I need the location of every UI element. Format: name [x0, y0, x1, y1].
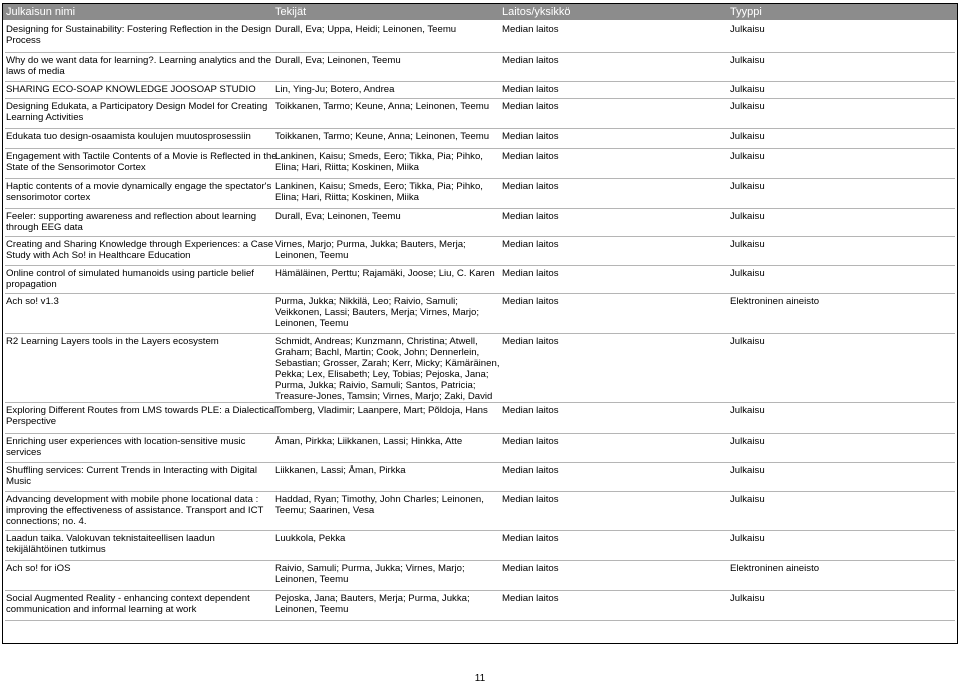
- publication-type: Julkaisu: [730, 533, 765, 544]
- publication-unit: Median laitos: [502, 593, 559, 604]
- publication-authors-line: Schmidt, Andreas; Kunzmann, Christina; Atwell,: [275, 336, 478, 347]
- table-row: [3, 266, 957, 294]
- table-row: [3, 591, 957, 621]
- publication-type: Julkaisu: [730, 181, 765, 192]
- publication-unit: Median laitos: [502, 268, 559, 279]
- publication-authors: [275, 24, 500, 35]
- publication-authors: [275, 55, 500, 66]
- publication-title: [6, 181, 272, 203]
- publication-title-line: Ach so! v1.3: [6, 296, 59, 307]
- publication-title-line: Feeler: supporting awareness and reflection about learning: [6, 211, 257, 222]
- publication-title: [6, 336, 272, 347]
- table-row: [3, 22, 957, 53]
- publication-title-line: Learning Activities: [6, 112, 84, 123]
- publication-type: Julkaisu: [730, 101, 765, 112]
- publication-type: Julkaisu: [730, 436, 765, 447]
- publication-authors: [275, 405, 500, 416]
- table-row: [3, 434, 957, 463]
- publication-unit: Median laitos: [502, 296, 559, 307]
- publication-title-line: Study with Ach So! in Healthcare Education: [6, 250, 191, 261]
- publication-authors-line: Leinonen, Teemu: [275, 250, 349, 261]
- publication-title-line: Why do we want data for learning?. Learning analytics and the: [6, 55, 272, 66]
- publication-title-line: tekijälähtöinen tutkimus: [6, 544, 106, 555]
- publication-unit: Median laitos: [502, 131, 559, 142]
- publication-authors-line: Durall, Eva; Uppa, Heidi; Leinonen, Teemu: [275, 24, 457, 35]
- publication-authors-line: Toikkanen, Tarmo; Keune, Anna; Leinonen, Teemu: [275, 131, 490, 142]
- publication-authors-line: Veikkonen, Lassi; Bauters, Merja; Virnes, Marjo;: [275, 307, 480, 318]
- publication-type: Julkaisu: [730, 405, 765, 416]
- publication-authors-line: Luukkola, Pekka: [275, 533, 346, 544]
- publication-authors-line: Treasure-Jones, Tamsin; Virnes, Marjo; Zaki, David: [275, 391, 493, 402]
- publication-authors-line: Lankinen, Kaisu; Smeds, Eero; Tikka, Pia; Pihko,: [275, 151, 483, 162]
- publication-authors-line: Åman, Pirkka; Liikkanen, Lassi; Hinkka, Atte: [275, 436, 463, 447]
- publication-authors-line: Virnes, Marjo; Purma, Jukka; Bauters, Merja;: [275, 239, 466, 250]
- publication-unit: Median laitos: [502, 436, 559, 447]
- publication-authors: [275, 239, 500, 261]
- publication-authors-line: Durall, Eva; Leinonen, Teemu: [275, 211, 401, 222]
- publication-title-line: Social Augmented Reality - enhancing context dependent: [6, 593, 250, 604]
- publication-authors-line: Haddad, Ryan; Timothy, John Charles; Leinonen,: [275, 494, 484, 505]
- publication-authors: [275, 151, 500, 173]
- publication-unit: Median laitos: [502, 211, 559, 222]
- page-number: 11: [474, 673, 486, 684]
- publication-title: [6, 296, 272, 307]
- table-row: [3, 82, 957, 99]
- publication-type: Julkaisu: [730, 55, 765, 66]
- table-header: [3, 4, 957, 20]
- publication-authors-line: Elina; Hari, Riitta; Koskinen, Miika: [275, 162, 419, 173]
- publication-unit: Median laitos: [502, 101, 559, 112]
- header-title: Julkaisun nimi: [6, 6, 76, 18]
- publication-title: [6, 533, 272, 555]
- publication-authors-line: Durall, Eva; Leinonen, Teemu: [275, 55, 401, 66]
- publication-authors: [275, 494, 500, 516]
- table-row: [3, 149, 957, 179]
- table-row: [3, 334, 957, 403]
- publication-authors-line: Graham; Bachl, Martin; Cook, John; Dennerlein,: [275, 347, 480, 358]
- table-row: [3, 209, 957, 237]
- publication-title-line: improving the effectiveness of assistance. Transport and ICT: [6, 505, 264, 516]
- table-row: [3, 99, 957, 129]
- publication-title-line: services: [6, 447, 42, 458]
- publication-authors-line: Purma, Jukka; Nikkilä, Leo; Raivio, Samuli;: [275, 296, 458, 307]
- publication-authors: [275, 101, 500, 112]
- table-row: [3, 129, 957, 149]
- publication-title-line: Creating and Sharing Knowledge through Experiences: a Case: [6, 239, 274, 250]
- publication-title-line: Haptic contents of a movie dynamically engage the spectator's: [6, 181, 272, 192]
- publication-title: [6, 239, 272, 261]
- publication-type: Julkaisu: [730, 465, 765, 476]
- publication-unit: Median laitos: [502, 405, 559, 416]
- publication-title-line: Process: [6, 35, 41, 46]
- publication-title: [6, 211, 272, 233]
- publication-type: Julkaisu: [730, 336, 765, 347]
- publication-title-line: Shuffling services: Current Trends in Interacting with Digital: [6, 465, 257, 476]
- publication-title-line: Ach so! for iOS: [6, 563, 71, 574]
- publication-title: [6, 268, 272, 290]
- publication-authors-line: Hämäläinen, Perttu; Rajamäki, Joose; Liu, C. Karen: [275, 268, 495, 279]
- publication-title: [6, 494, 272, 527]
- publications-table: [2, 3, 958, 644]
- publication-title: [6, 405, 277, 427]
- publication-authors: [275, 84, 500, 95]
- publication-authors-line: Elina; Hari, Riitta; Koskinen, Miika: [275, 192, 419, 203]
- header-type: Tyyppi: [730, 6, 762, 18]
- publication-unit: Median laitos: [502, 181, 559, 192]
- publication-title-line: Exploring Different Routes from LMS towards PLE: a Dialectical: [6, 405, 277, 416]
- publication-authors-line: Pekka; Lex, Elisabeth; Ley, Tobias; Pejoska, Jana;: [275, 369, 489, 380]
- publication-type: Julkaisu: [730, 24, 765, 35]
- publication-title-line: Laadun taika. Valokuvan teknistaiteellisen laadun: [6, 533, 215, 544]
- publication-type: Elektroninen aineisto: [730, 563, 820, 574]
- publication-authors-line: Lankinen, Kaisu; Smeds, Eero; Tikka, Pia; Pihko,: [275, 181, 483, 192]
- publication-authors: [275, 533, 500, 544]
- table-row: [3, 179, 957, 209]
- publication-title: [6, 101, 272, 123]
- publication-type: Julkaisu: [730, 84, 765, 95]
- table-row: [3, 294, 957, 334]
- publication-authors-line: Tomberg, Vladimir; Laanpere, Mart; Põldoja, Hans: [275, 405, 488, 416]
- table-row: [3, 237, 957, 266]
- publication-title-line: Edukata tuo design-osaamista koulujen muutosprosessiin: [6, 131, 251, 142]
- publication-title: [6, 593, 272, 615]
- publication-authors-line: Sebastian; Grosser, Zarah; Kerr, Micky; Kämäräinen,: [275, 358, 500, 369]
- publication-title-line: connections; no. 4.: [6, 516, 87, 527]
- publication-authors-line: Leinonen, Teemu: [275, 318, 349, 329]
- publication-title-line: Enriching user experiences with location-sensitive music: [6, 436, 246, 447]
- publication-type: Julkaisu: [730, 494, 765, 505]
- publication-title-line: R2 Learning Layers tools in the Layers ecosystem: [6, 336, 219, 347]
- table-row: [3, 53, 957, 82]
- publication-authors-line: Leinonen, Teemu: [275, 574, 349, 585]
- publication-unit: Median laitos: [502, 151, 559, 162]
- publication-authors: [275, 593, 500, 615]
- publication-unit: Median laitos: [502, 84, 559, 95]
- publication-type: Julkaisu: [730, 131, 765, 142]
- publication-authors: [275, 436, 500, 447]
- publication-authors: [275, 296, 500, 329]
- publication-unit: Median laitos: [502, 563, 559, 574]
- publication-title-line: Perspective: [6, 416, 57, 427]
- publication-title-line: through EEG data: [6, 222, 83, 233]
- publication-unit: Median laitos: [502, 239, 559, 250]
- table-row: [3, 463, 957, 492]
- publication-unit: Median laitos: [502, 494, 559, 505]
- publication-title: [6, 151, 277, 173]
- publication-title-line: State of the Sensorimotor Cortex: [6, 162, 146, 173]
- publication-title-line: Online control of simulated humanoids using particle belief: [6, 268, 254, 279]
- publication-type: Julkaisu: [730, 211, 765, 222]
- publication-title: [6, 436, 272, 458]
- publication-title-line: Designing for Sustainability: Fostering Reflection in the Design: [6, 24, 272, 35]
- table-row: [3, 531, 957, 561]
- publication-title: [6, 131, 272, 142]
- publication-authors: [275, 268, 500, 279]
- publication-authors-line: Pejoska, Jana; Bauters, Merja; Purma, Jukka;: [275, 593, 470, 604]
- table-row: [3, 403, 957, 434]
- publication-unit: Median laitos: [502, 336, 559, 347]
- publication-authors: [275, 336, 500, 402]
- header-unit: Laitos/yksikkö: [502, 6, 571, 18]
- publication-title-line: Music: [6, 476, 32, 487]
- publication-authors-line: Teemu; Saarinen, Vesa: [275, 505, 375, 516]
- publication-unit: Median laitos: [502, 465, 559, 476]
- publication-type: Elektroninen aineisto: [730, 296, 820, 307]
- publication-title-line: laws of media: [6, 66, 65, 77]
- publication-title: [6, 24, 272, 46]
- publication-authors-line: Leinonen, Teemu: [275, 604, 349, 615]
- publication-title-line: SHARING ECO-SOAP KNOWLEDGE JOOSOAP STUDIO: [6, 84, 256, 95]
- publication-type: Julkaisu: [730, 593, 765, 604]
- publication-type: Julkaisu: [730, 151, 765, 162]
- publication-authors-line: Purma, Jukka; Raivio, Samuli; Santos, Patricia;: [275, 380, 476, 391]
- publication-unit: Median laitos: [502, 533, 559, 544]
- publication-authors: [275, 131, 500, 142]
- table-row: [3, 492, 957, 531]
- publication-authors-line: Liikkanen, Lassi; Åman, Pirkka: [275, 465, 406, 476]
- publication-authors: [275, 563, 500, 585]
- table-row: [3, 561, 957, 591]
- publication-title: [6, 465, 272, 487]
- publication-title-line: sensorimotor cortex: [6, 192, 91, 203]
- publication-authors: [275, 181, 500, 203]
- publication-authors-line: Toikkanen, Tarmo; Keune, Anna; Leinonen, Teemu: [275, 101, 490, 112]
- publication-title-line: Engagement with Tactile Contents of a Movie is Reflected in the: [6, 151, 277, 162]
- publication-title-line: Advancing development with mobile phone locational data :: [6, 494, 259, 505]
- publication-title-line: Designing Edukata, a Participatory Design Model for Creating: [6, 101, 268, 112]
- publication-authors-line: Raivio, Samuli; Purma, Jukka; Virnes, Marjo;: [275, 563, 465, 574]
- publication-authors: [275, 465, 500, 476]
- publication-unit: Median laitos: [502, 24, 559, 35]
- publication-title-line: communication and informal learning at work: [6, 604, 197, 615]
- publication-title-line: propagation: [6, 279, 57, 290]
- publication-authors: [275, 211, 500, 222]
- publication-type: Julkaisu: [730, 239, 765, 250]
- publication-authors-line: Lin, Ying-Ju; Botero, Andrea: [275, 84, 395, 95]
- header-authors: Tekijät: [275, 6, 307, 18]
- publication-title: [6, 563, 272, 574]
- publication-unit: Median laitos: [502, 55, 559, 66]
- publication-type: Julkaisu: [730, 268, 765, 279]
- publication-title: [6, 84, 272, 95]
- publication-title: [6, 55, 272, 77]
